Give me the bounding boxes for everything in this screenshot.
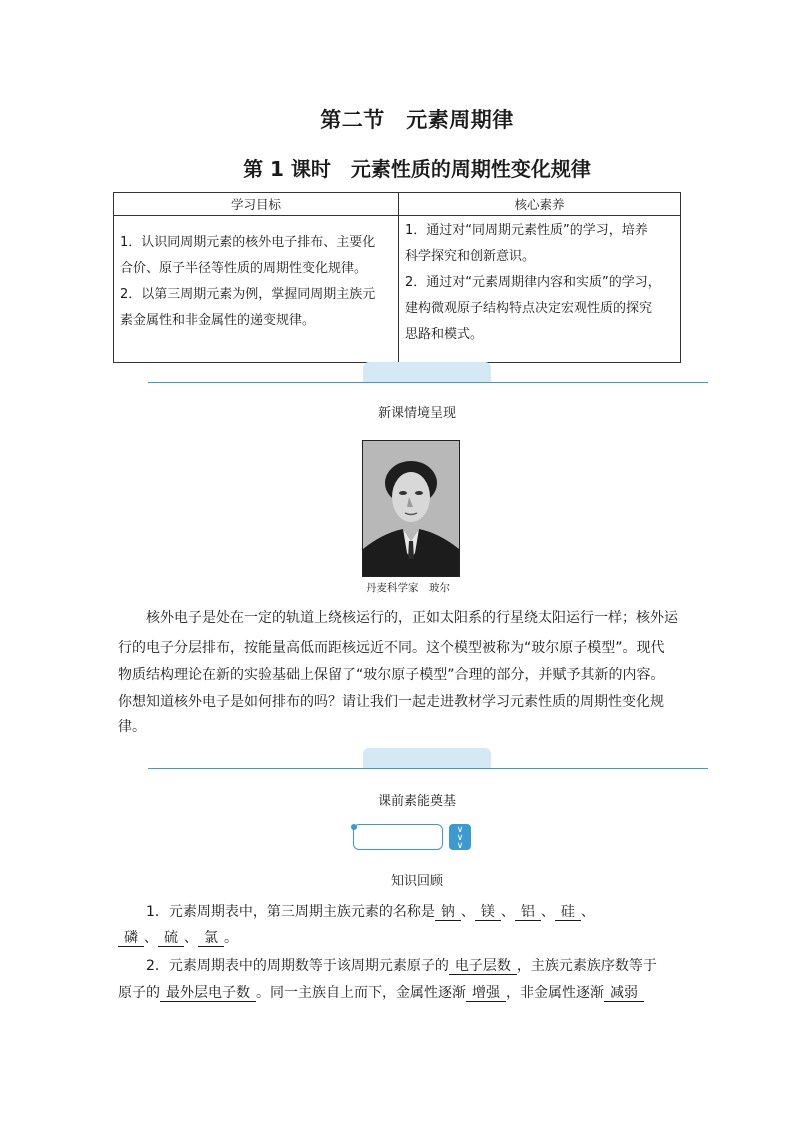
chevron-down-icon: ∨ ∨ ∨ xyxy=(449,824,471,850)
section-label: 新课情境呈现 xyxy=(377,406,456,421)
answer-blank: 电子层数 xyxy=(449,958,517,975)
section-label: 课前素能奠基 xyxy=(377,794,456,809)
core-literacy-cell: 1．通过对“同周期元素性质”的学习，培养 科学探究和创新意识。 2．通过对“元素周期律内容和实质”的学习， 建构微观原子结构特点决定宏观性质的探究 思路和模式。 xyxy=(399,216,681,363)
answer-blank: 增强 xyxy=(466,985,506,1002)
core-literacy-header: 核心素养 xyxy=(399,193,681,216)
portrait-illustration xyxy=(363,441,459,576)
lesson-subtitle: 第 1 课时 元素性质的周期性变化规律 xyxy=(243,157,591,181)
answer-blank: 最外层电子数 xyxy=(160,985,256,1002)
section-divider xyxy=(148,382,708,383)
answer-blank: 氯 xyxy=(198,930,224,947)
section-tab xyxy=(363,748,491,768)
answer-blank: 硫 xyxy=(158,930,184,947)
answer-blank: 磷 xyxy=(118,930,144,947)
learning-goals-header: 学习目标 xyxy=(114,193,399,216)
answer-blank: 钠 xyxy=(435,904,461,921)
knowledge-review-label: 知识回顾 xyxy=(390,874,443,889)
section-tab xyxy=(363,362,491,382)
goals-table xyxy=(113,192,681,363)
photo-caption: 丹麦科学家 玻尔 xyxy=(366,582,450,594)
answer-blank: 铝 xyxy=(515,904,541,921)
answer-blank: 减弱 xyxy=(604,985,644,1002)
portrait-photo xyxy=(362,440,460,577)
page-title: 第二节 元素周期律 xyxy=(320,108,514,132)
section-divider xyxy=(148,768,708,769)
learning-goals-cell: 1．认识同周期元素的核外电子排布、主要化 合价、原子半径等性质的周期性变化规律。 2．以第三周期元素为例，掌握同周期主族元 素金属性和非金属性的递变规律。 xyxy=(114,216,399,363)
answer-blank: 镁 xyxy=(475,904,501,921)
answer-blank: 硅 xyxy=(555,904,581,921)
section-badge xyxy=(353,824,443,850)
